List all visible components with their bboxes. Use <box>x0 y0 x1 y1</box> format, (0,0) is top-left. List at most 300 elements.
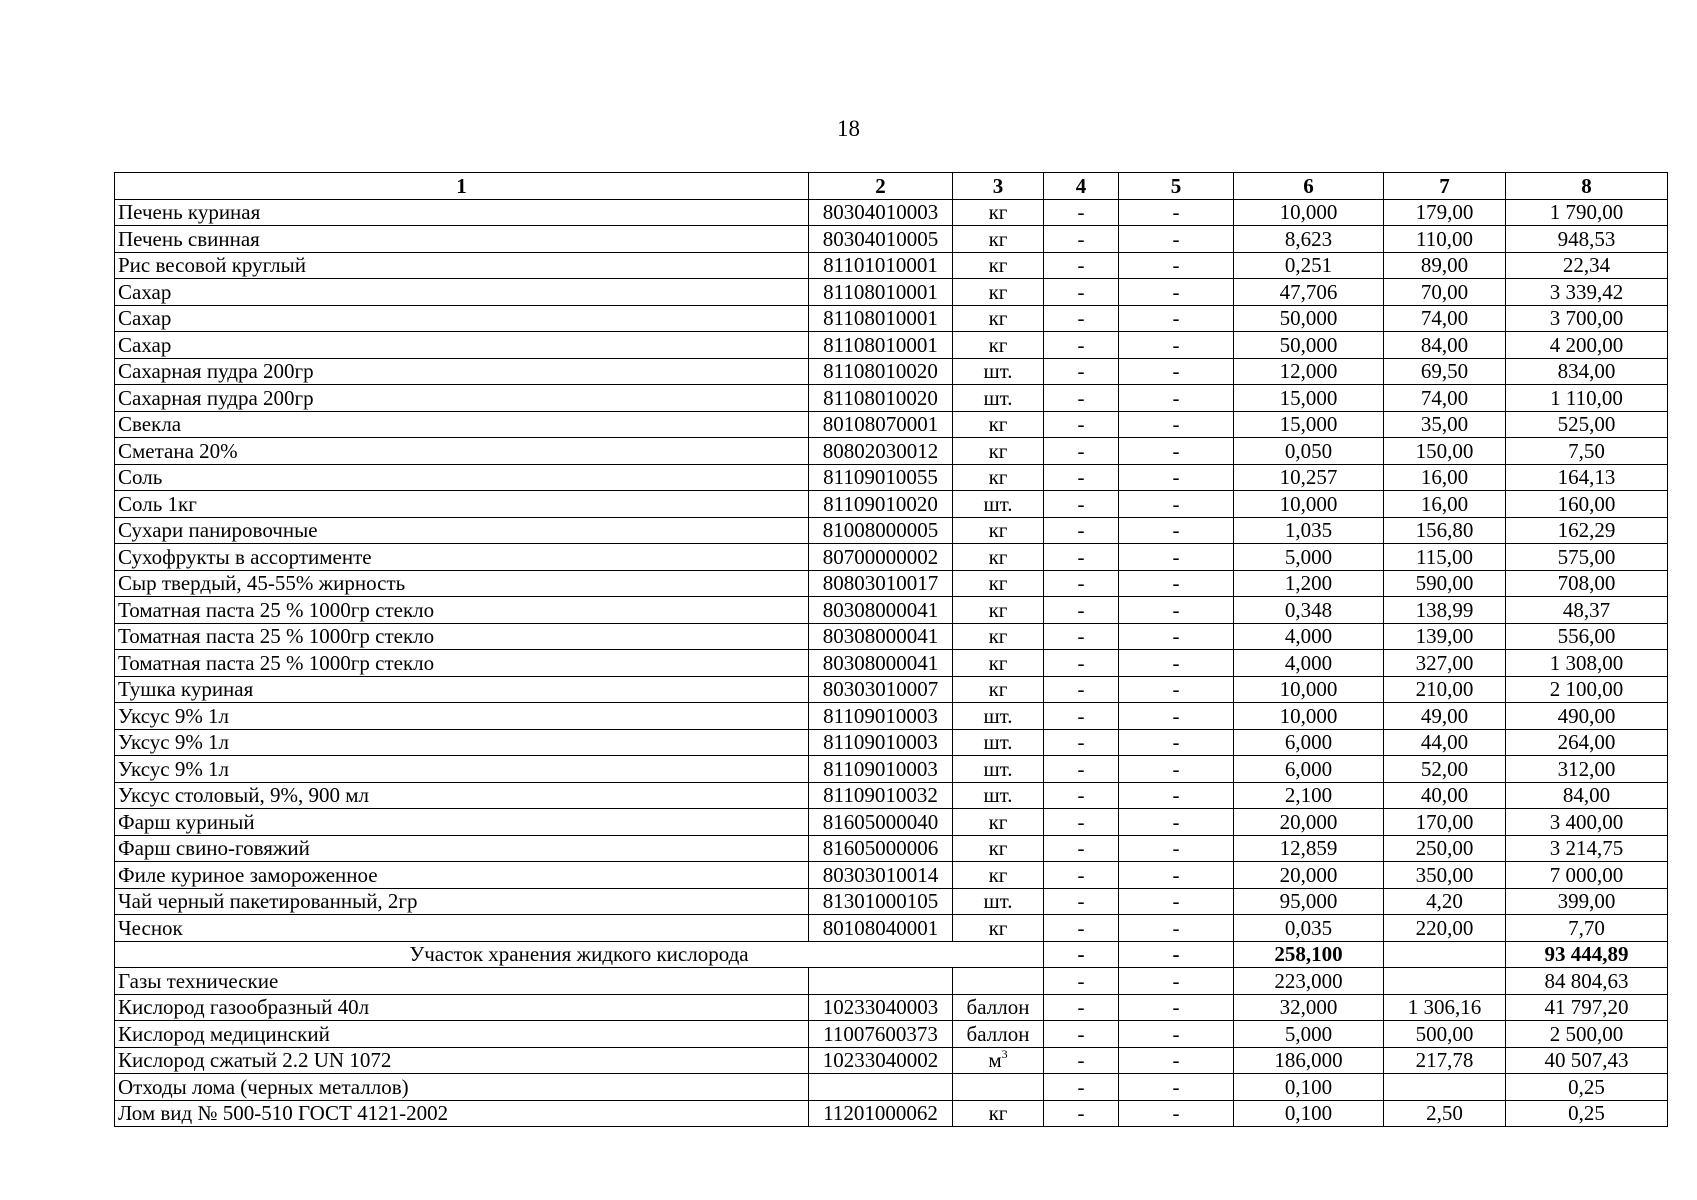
item-col-4: - <box>1044 756 1119 783</box>
item-price: 1 306,16 <box>1384 994 1506 1021</box>
item-unit: кг <box>953 544 1044 571</box>
inventory-table <box>114 172 1668 1127</box>
item-quantity: 15,000 <box>1234 385 1384 412</box>
item-price: 170,00 <box>1384 809 1506 836</box>
item-col-5: - <box>1119 226 1234 253</box>
item-unit: $м^3$ <box>953 1047 1044 1074</box>
table-row <box>115 623 1668 650</box>
item-col-4: - <box>1044 438 1119 465</box>
item-sum: 22,34 <box>1506 252 1668 279</box>
item-sum: 4 200,00 <box>1506 332 1668 359</box>
table-row <box>115 968 1668 995</box>
item-name: Томатная паста 25 % 1000гр стекло <box>115 623 809 650</box>
item-col-5: - <box>1119 1047 1234 1074</box>
item-col-5: - <box>1119 199 1234 226</box>
item-name: Фарш свино-говяжий <box>115 835 809 862</box>
item-col-5: - <box>1119 968 1234 995</box>
item-unit: кг <box>953 570 1044 597</box>
item-unit: кг <box>953 862 1044 889</box>
item-price: 138,99 <box>1384 597 1506 624</box>
item-unit: кг <box>953 517 1044 544</box>
item-sum: 834,00 <box>1506 358 1668 385</box>
item-sum: 40 507,43 <box>1506 1047 1668 1074</box>
item-name: Томатная паста 25 % 1000гр стекло <box>115 597 809 624</box>
item-sum: 312,00 <box>1506 756 1668 783</box>
item-col-5: - <box>1119 570 1234 597</box>
item-price: 115,00 <box>1384 544 1506 571</box>
item-unit: кг <box>953 623 1044 650</box>
section-price <box>1384 941 1506 968</box>
item-quantity: 95,000 <box>1234 888 1384 915</box>
item-col-5: - <box>1119 1074 1234 1101</box>
item-unit: кг <box>953 464 1044 491</box>
item-quantity: 1,035 <box>1234 517 1384 544</box>
item-quantity: 20,000 <box>1234 809 1384 836</box>
item-price: 590,00 <box>1384 570 1506 597</box>
item-code: 80308000041 <box>809 623 953 650</box>
table-row <box>115 1021 1668 1048</box>
item-sum: 0,25 <box>1506 1074 1668 1101</box>
table-row <box>115 464 1668 491</box>
section-row <box>115 941 1668 968</box>
item-col-5: - <box>1119 385 1234 412</box>
item-name: Тушка куриная <box>115 676 809 703</box>
item-code: 80802030012 <box>809 438 953 465</box>
item-quantity: 8,623 <box>1234 226 1384 253</box>
item-unit: кг <box>953 226 1044 253</box>
item-unit: кг <box>953 915 1044 942</box>
item-code: 11201000062 <box>809 1100 953 1127</box>
item-name: Сахарная пудра 200гр <box>115 385 809 412</box>
item-col-5: - <box>1119 650 1234 677</box>
item-col-4: - <box>1044 1100 1119 1127</box>
item-price: 179,00 <box>1384 199 1506 226</box>
item-price: 156,80 <box>1384 517 1506 544</box>
item-price: 2,50 <box>1384 1100 1506 1127</box>
item-sum: 264,00 <box>1506 729 1668 756</box>
item-code: 81109010032 <box>809 782 953 809</box>
item-price: 74,00 <box>1384 385 1506 412</box>
item-quantity: 4,000 <box>1234 623 1384 650</box>
table-row <box>115 703 1668 730</box>
item-name: Лом вид № 500-510 ГОСТ 4121-2002 <box>115 1100 809 1127</box>
item-col-5: - <box>1119 676 1234 703</box>
item-col-5: - <box>1119 411 1234 438</box>
item-unit: баллон <box>953 994 1044 1021</box>
table-row <box>115 676 1668 703</box>
item-quantity: 5,000 <box>1234 1021 1384 1048</box>
table-row <box>115 199 1668 226</box>
item-unit: кг <box>953 676 1044 703</box>
item-quantity: 4,000 <box>1234 650 1384 677</box>
table-body-section <box>115 941 1668 968</box>
item-code: 80803010017 <box>809 570 953 597</box>
item-quantity: 186,000 <box>1234 1047 1384 1074</box>
item-sum: 84 804,63 <box>1506 968 1668 995</box>
item-unit: кг <box>953 809 1044 836</box>
item-name: Уксус 9% 1л <box>115 756 809 783</box>
section-col-4: - <box>1044 941 1119 968</box>
item-code <box>809 1074 953 1101</box>
item-col-4: - <box>1044 623 1119 650</box>
table-row <box>115 305 1668 332</box>
item-col-4: - <box>1044 597 1119 624</box>
section-qty: 258,100 <box>1234 941 1384 968</box>
item-sum: 3 339,42 <box>1506 279 1668 306</box>
item-col-4: - <box>1044 332 1119 359</box>
header-col-8: 8 <box>1506 173 1668 200</box>
item-col-4: - <box>1044 915 1119 942</box>
item-quantity: 0,100 <box>1234 1100 1384 1127</box>
item-code: 81109010003 <box>809 729 953 756</box>
item-quantity: 2,100 <box>1234 782 1384 809</box>
item-quantity: 15,000 <box>1234 411 1384 438</box>
item-col-5: - <box>1119 888 1234 915</box>
item-code: 81605000006 <box>809 835 953 862</box>
item-code: 81109010003 <box>809 756 953 783</box>
item-col-4: - <box>1044 517 1119 544</box>
item-quantity: 5,000 <box>1234 544 1384 571</box>
item-col-4: - <box>1044 305 1119 332</box>
item-quantity: 10,000 <box>1234 676 1384 703</box>
item-col-4: - <box>1044 358 1119 385</box>
table-row <box>115 358 1668 385</box>
table-row <box>115 729 1668 756</box>
item-code: 81108010020 <box>809 358 953 385</box>
table-row <box>115 888 1668 915</box>
item-sum: 556,00 <box>1506 623 1668 650</box>
item-col-4: - <box>1044 464 1119 491</box>
item-code: 81101010001 <box>809 252 953 279</box>
item-sum: 7 000,00 <box>1506 862 1668 889</box>
item-quantity: 1,200 <box>1234 570 1384 597</box>
item-sum: 48,37 <box>1506 597 1668 624</box>
item-name: Печень свинная <box>115 226 809 253</box>
item-name: Соль 1кг <box>115 491 809 518</box>
item-quantity: 10,257 <box>1234 464 1384 491</box>
header-col-2: 2 <box>809 173 953 200</box>
header-col-4: 4 <box>1044 173 1119 200</box>
header-col-3: 3 <box>953 173 1044 200</box>
item-name: Кислород сжатый 2.2 UN 1072 <box>115 1047 809 1074</box>
item-code: 80303010007 <box>809 676 953 703</box>
item-sum: 1 790,00 <box>1506 199 1668 226</box>
item-col-4: - <box>1044 888 1119 915</box>
item-price <box>1384 968 1506 995</box>
item-quantity: 10,000 <box>1234 199 1384 226</box>
item-name: Свекла <box>115 411 809 438</box>
item-name: Чай черный пакетированный, 2гр <box>115 888 809 915</box>
table-row <box>115 1047 1668 1074</box>
item-col-4: - <box>1044 650 1119 677</box>
header-col-7: 7 <box>1384 173 1506 200</box>
table-row <box>115 226 1668 253</box>
item-quantity: 6,000 <box>1234 756 1384 783</box>
item-unit: кг <box>953 438 1044 465</box>
item-price: 110,00 <box>1384 226 1506 253</box>
item-col-5: - <box>1119 517 1234 544</box>
item-col-5: - <box>1119 809 1234 836</box>
table-row <box>115 279 1668 306</box>
item-code: 10233040002 <box>809 1047 953 1074</box>
table-row <box>115 570 1668 597</box>
item-name: Томатная паста 25 % 1000гр стекло <box>115 650 809 677</box>
item-code: 80308000041 <box>809 650 953 677</box>
item-price: 69,50 <box>1384 358 1506 385</box>
item-unit: кг <box>953 1100 1044 1127</box>
item-price: 500,00 <box>1384 1021 1506 1048</box>
header-col-5: 5 <box>1119 173 1234 200</box>
item-sum: 1 308,00 <box>1506 650 1668 677</box>
item-quantity: 10,000 <box>1234 491 1384 518</box>
item-col-5: - <box>1119 729 1234 756</box>
item-unit: шт. <box>953 385 1044 412</box>
item-sum: 948,53 <box>1506 226 1668 253</box>
item-unit: кг <box>953 279 1044 306</box>
item-code: 80108040001 <box>809 915 953 942</box>
item-name: Уксус 9% 1л <box>115 703 809 730</box>
item-sum: 3 214,75 <box>1506 835 1668 862</box>
item-price: 217,78 <box>1384 1047 1506 1074</box>
item-col-5: - <box>1119 1100 1234 1127</box>
item-col-5: - <box>1119 279 1234 306</box>
item-quantity: 0,035 <box>1234 915 1384 942</box>
table-body-gases <box>115 968 1668 1127</box>
table-row <box>115 517 1668 544</box>
item-code: 81301000105 <box>809 888 953 915</box>
item-name: Кислород газообразный 40л <box>115 994 809 1021</box>
item-quantity: 6,000 <box>1234 729 1384 756</box>
item-col-5: - <box>1119 358 1234 385</box>
item-col-5: - <box>1119 862 1234 889</box>
header-col-6: 6 <box>1234 173 1384 200</box>
item-price: 16,00 <box>1384 464 1506 491</box>
item-code: 81108010001 <box>809 305 953 332</box>
item-quantity: 0,348 <box>1234 597 1384 624</box>
item-quantity: 0,251 <box>1234 252 1384 279</box>
item-price: 327,00 <box>1384 650 1506 677</box>
item-unit: баллон <box>953 1021 1044 1048</box>
item-unit: шт. <box>953 756 1044 783</box>
item-col-4: - <box>1044 385 1119 412</box>
item-price: 84,00 <box>1384 332 1506 359</box>
item-price: 139,00 <box>1384 623 1506 650</box>
item-price: 70,00 <box>1384 279 1506 306</box>
item-col-4: - <box>1044 835 1119 862</box>
item-name: Чеснок <box>115 915 809 942</box>
item-sum: 7,50 <box>1506 438 1668 465</box>
item-price: 35,00 <box>1384 411 1506 438</box>
item-unit: кг <box>953 650 1044 677</box>
item-unit: шт. <box>953 782 1044 809</box>
item-col-4: - <box>1044 729 1119 756</box>
item-quantity: 0,050 <box>1234 438 1384 465</box>
item-col-5: - <box>1119 438 1234 465</box>
item-quantity: 10,000 <box>1234 703 1384 730</box>
item-sum: 164,13 <box>1506 464 1668 491</box>
item-col-4: - <box>1044 544 1119 571</box>
item-col-4: - <box>1044 862 1119 889</box>
item-unit <box>953 1074 1044 1101</box>
table-row <box>115 491 1668 518</box>
table-row <box>115 1074 1668 1101</box>
item-sum: 160,00 <box>1506 491 1668 518</box>
item-name: Уксус 9% 1л <box>115 729 809 756</box>
table-row <box>115 915 1668 942</box>
table-row <box>115 544 1668 571</box>
item-name: Соль <box>115 464 809 491</box>
item-code: 81109010003 <box>809 703 953 730</box>
item-col-4: - <box>1044 676 1119 703</box>
item-quantity: 12,000 <box>1234 358 1384 385</box>
item-unit: шт. <box>953 729 1044 756</box>
item-col-4: - <box>1044 411 1119 438</box>
item-quantity: 223,000 <box>1234 968 1384 995</box>
item-sum: 1 110,00 <box>1506 385 1668 412</box>
item-unit: кг <box>953 199 1044 226</box>
item-name: Сметана 20% <box>115 438 809 465</box>
item-col-5: - <box>1119 332 1234 359</box>
item-col-5: - <box>1119 597 1234 624</box>
item-col-4: - <box>1044 570 1119 597</box>
table-row <box>115 809 1668 836</box>
header-row <box>115 173 1668 200</box>
item-code: 81605000040 <box>809 809 953 836</box>
table-row <box>115 597 1668 624</box>
item-quantity: 50,000 <box>1234 332 1384 359</box>
item-price: 49,00 <box>1384 703 1506 730</box>
item-name: Рис весовой круглый <box>115 252 809 279</box>
item-col-4: - <box>1044 226 1119 253</box>
item-col-5: - <box>1119 703 1234 730</box>
item-name: Сахар <box>115 279 809 306</box>
table-row <box>115 252 1668 279</box>
table-row <box>115 438 1668 465</box>
item-name: Кислород медицинский <box>115 1021 809 1048</box>
item-col-5: - <box>1119 756 1234 783</box>
item-price: 250,00 <box>1384 835 1506 862</box>
item-name: Сахарная пудра 200гр <box>115 358 809 385</box>
item-price: 89,00 <box>1384 252 1506 279</box>
item-code: 10233040003 <box>809 994 953 1021</box>
item-sum: 2 100,00 <box>1506 676 1668 703</box>
item-price: 16,00 <box>1384 491 1506 518</box>
item-name: Газы технические <box>115 968 809 995</box>
item-unit: кг <box>953 835 1044 862</box>
item-col-5: - <box>1119 491 1234 518</box>
item-col-4: - <box>1044 1074 1119 1101</box>
item-col-4: - <box>1044 199 1119 226</box>
header-col-1: 1 <box>115 173 809 200</box>
item-unit: кг <box>953 597 1044 624</box>
item-name: Сухари панировочные <box>115 517 809 544</box>
item-price: 40,00 <box>1384 782 1506 809</box>
unit-superscript: 3 <box>1001 1047 1008 1062</box>
item-code: 81109010055 <box>809 464 953 491</box>
item-code <box>809 968 953 995</box>
table-row <box>115 411 1668 438</box>
item-col-4: - <box>1044 782 1119 809</box>
item-price: 210,00 <box>1384 676 1506 703</box>
section-col-5: - <box>1119 941 1234 968</box>
item-sum: 399,00 <box>1506 888 1668 915</box>
item-col-5: - <box>1119 305 1234 332</box>
item-col-4: - <box>1044 1047 1119 1074</box>
table-row <box>115 862 1668 889</box>
item-name: Сухофрукты в ассортименте <box>115 544 809 571</box>
item-price: 4,20 <box>1384 888 1506 915</box>
item-price: 74,00 <box>1384 305 1506 332</box>
item-sum: 3 700,00 <box>1506 305 1668 332</box>
item-sum: 575,00 <box>1506 544 1668 571</box>
item-sum: 84,00 <box>1506 782 1668 809</box>
item-code: 81109010020 <box>809 491 953 518</box>
item-price <box>1384 1074 1506 1101</box>
item-quantity: 47,706 <box>1234 279 1384 306</box>
item-col-5: - <box>1119 915 1234 942</box>
item-name: Филе куриное замороженное <box>115 862 809 889</box>
item-unit: шт. <box>953 888 1044 915</box>
item-name: Сахар <box>115 332 809 359</box>
table-row <box>115 782 1668 809</box>
item-price: 44,00 <box>1384 729 1506 756</box>
table-row <box>115 1100 1668 1127</box>
item-name: Печень куриная <box>115 199 809 226</box>
item-unit: кг <box>953 411 1044 438</box>
item-code: 81108010020 <box>809 385 953 412</box>
item-code: 80308000041 <box>809 597 953 624</box>
item-col-5: - <box>1119 544 1234 571</box>
item-price: 150,00 <box>1384 438 1506 465</box>
item-col-5: - <box>1119 1021 1234 1048</box>
item-sum: 3 400,00 <box>1506 809 1668 836</box>
table-body-products <box>115 199 1668 941</box>
item-col-4: - <box>1044 491 1119 518</box>
item-price: 350,00 <box>1384 862 1506 889</box>
item-unit: шт. <box>953 703 1044 730</box>
item-price: 220,00 <box>1384 915 1506 942</box>
item-code: 80108070001 <box>809 411 953 438</box>
item-sum: 525,00 <box>1506 411 1668 438</box>
item-col-5: - <box>1119 623 1234 650</box>
item-sum: 490,00 <box>1506 703 1668 730</box>
item-name: Сахар <box>115 305 809 332</box>
item-unit: шт. <box>953 358 1044 385</box>
item-quantity: 32,000 <box>1234 994 1384 1021</box>
item-col-5: - <box>1119 835 1234 862</box>
item-sum: 41 797,20 <box>1506 994 1668 1021</box>
item-col-4: - <box>1044 703 1119 730</box>
item-code: 81008000005 <box>809 517 953 544</box>
item-unit: кг <box>953 252 1044 279</box>
item-col-4: - <box>1044 968 1119 995</box>
item-code: 80304010005 <box>809 226 953 253</box>
item-code: 80304010003 <box>809 199 953 226</box>
item-col-4: - <box>1044 252 1119 279</box>
item-sum: 0,25 <box>1506 1100 1668 1127</box>
table-row <box>115 385 1668 412</box>
item-col-4: - <box>1044 994 1119 1021</box>
item-sum: 2 500,00 <box>1506 1021 1668 1048</box>
section-sum: 93 444,89 <box>1506 941 1668 968</box>
section-name: Участок хранения жидкого кислорода <box>115 941 1044 968</box>
item-sum: 162,29 <box>1506 517 1668 544</box>
table-row <box>115 650 1668 677</box>
item-name: Отходы лома (черных металлов) <box>115 1074 809 1101</box>
item-unit <box>953 968 1044 995</box>
item-quantity: 20,000 <box>1234 862 1384 889</box>
item-name: Уксус столовый, 9%, 900 мл <box>115 782 809 809</box>
